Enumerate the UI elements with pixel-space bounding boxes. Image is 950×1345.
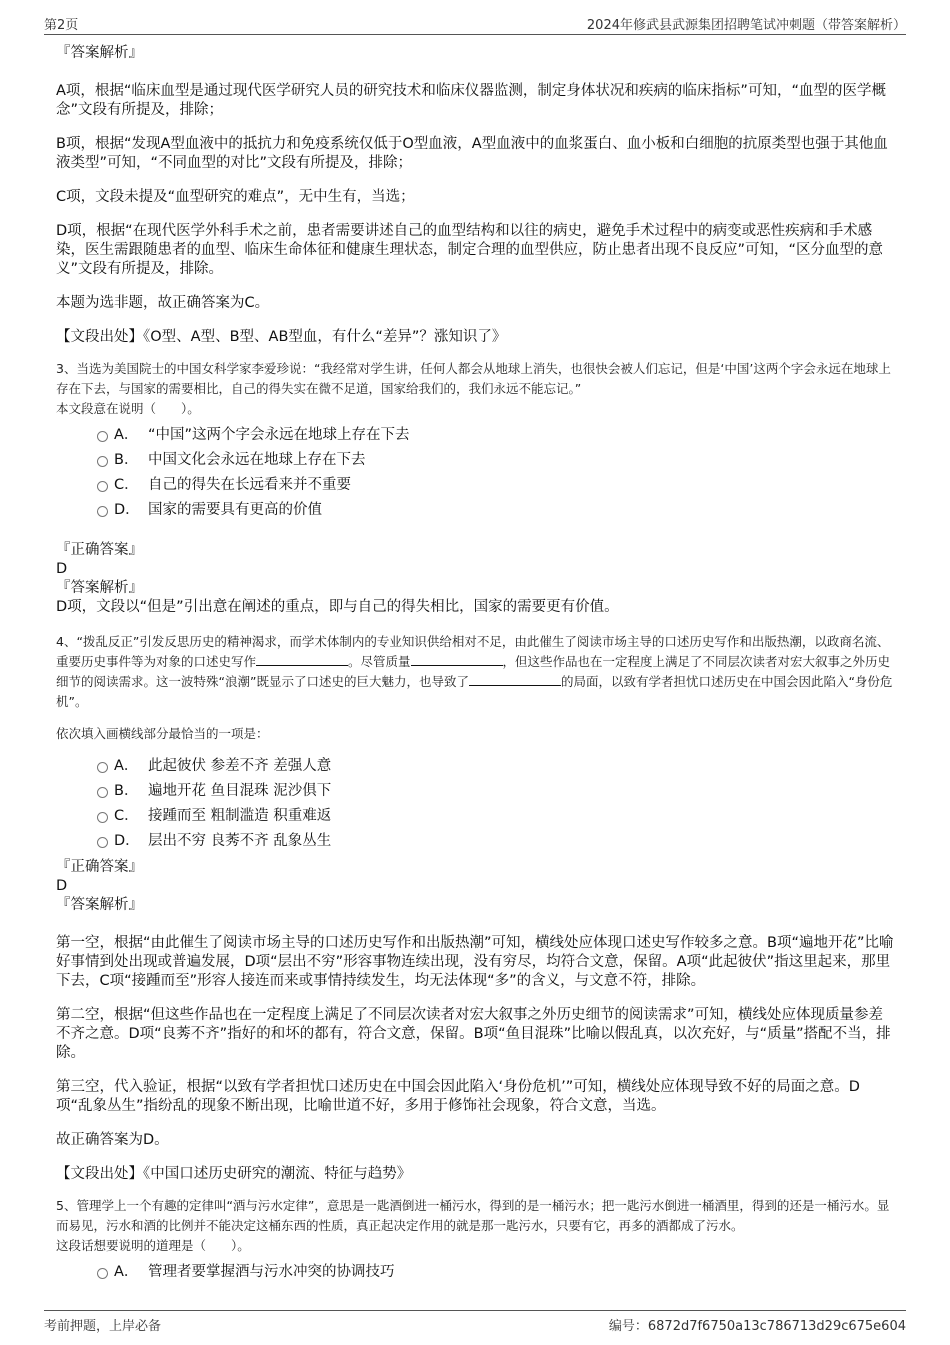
document-title: 2024年修武县武源集团招聘笔试冲刺题（带答案解析） (586, 18, 906, 33)
page-header (44, 14, 906, 35)
question-stem: 3、当选为美国院士的中国女科学家李爱珍说：“我经常对学生讲，任何人都会从地球上消失，也很快会被人们忘记，但是‘中国’这两个字会永远在地球上存在下去，与国家的需要相比，自己的得失实在微不足道，国家给我们的，我们永远不能忘记。” (56, 361, 891, 396)
page-number: 第2页 (44, 18, 79, 33)
source-citation: 【文段出处】《中国口述历史研究的潮流、特征与趋势》 (56, 1166, 412, 1182)
analysis-conclusion: 本题为选非题，故正确答案为C。 (56, 295, 270, 311)
option-a[interactable]: A． “中国”这两个字会永远在地球上存在下去 (56, 423, 894, 448)
question-prompt: 这段话想要说明的道理是（ ）。 (56, 1238, 250, 1253)
correct-answer: D (56, 561, 68, 577)
question-prompt: 本文段意在说明（ ）。 (56, 401, 200, 416)
radio-button[interactable] (97, 1268, 108, 1279)
options-list (56, 423, 894, 523)
analysis-label: 『答案解析』 (56, 897, 143, 913)
analysis-paragraph-b: B项，根据“发现A型血液中的抵抗力和免疫系统仅低于O型血液，A型血液中的血浆蛋白、血小板和白细胞的抗原类型也强于其他血液类型”可知，“不同血型的对比”文段有所提及，排除； (56, 136, 888, 171)
analysis-paragraph-3: 第三空，代入验证，根据“以致有学者担忧口述历史在中国会因此陷入‘身份危机’”可知，横线处应体现导致不好的局面之意。D项“乱象丛生”指纷乱的现象不断出现，比喻世道不好，多用于修饰社会现象，符合文意，当选。 (56, 1079, 860, 1114)
fill-blank-2 (411, 653, 503, 666)
radio-button[interactable] (97, 431, 108, 442)
analysis-paragraph: D项，文段以“但是”引出意在阐述的重点，即与自己的得失相比，国家的需要更有价值。 (56, 599, 619, 615)
analysis-label: 『答案解析』 (56, 45, 143, 61)
question-5 (56, 1196, 894, 1285)
option-b[interactable]: B． 遍地开花 鱼目混珠 泥沙俱下 (56, 779, 894, 804)
source-citation: 【文段出处】《O型、A型、B型、AB型血，有什么“差异”？涨知识了》 (56, 329, 507, 345)
footer-slogan: 考前押题，上岸必备 (44, 1319, 162, 1334)
option-c[interactable]: C． 接踵而至 粗制滥造 积重难返 (56, 804, 894, 829)
options-list (56, 1260, 894, 1285)
analysis-label: 『答案解析』 (56, 580, 143, 596)
analysis-conclusion: 故正确答案为D。 (56, 1132, 169, 1148)
analysis-paragraph-a: A项，根据“临床血型是通过现代医学研究人员的研究技术和临床仪器监测，制定身体状况和疾病的临床指标”可知，“血型的医学概念”文段有所提及，排除； (56, 83, 886, 118)
options-list (56, 754, 894, 854)
question-4 (56, 632, 894, 1184)
analysis-paragraph-c: C项，文段未提及“血型研究的难点”，无中生有，当选； (56, 189, 415, 205)
option-a[interactable]: A． 管理者要掌握酒与污水冲突的协调技巧 (56, 1260, 894, 1285)
question-3 (56, 359, 894, 617)
question-prompt: 依次填入画横线部分最恰当的一项是： (56, 726, 269, 741)
radio-button[interactable] (97, 787, 108, 798)
analysis-paragraph-2: 第二空，根据“但这些作品也在一定程度上满足了不同层次读者对宏大叙事之外历史细节的阅读需求”可知，横线处应体现质量参差不齐之意。D项“良莠不齐”指好的和坏的都有，符合文意，保留。B项“鱼目混珠”比喻以假乱真，以次充好，与“质量”搭配不当，排除。 (56, 1007, 891, 1061)
option-b[interactable]: B． 中国文化会永远在地球上存在下去 (56, 448, 894, 473)
radio-button[interactable] (97, 506, 108, 517)
radio-button[interactable] (97, 762, 108, 773)
analysis-paragraph-d: D项，根据“在现代医学外科手术之前，患者需要讲述自己的血型结构和以往的病史，避免手术过程中的病变或恶性疾病和手术感染，医生需跟随患者的血型、临床生命体征和健康生理状态，制定合理的血型供应，防止患者出现不良反应”可知，“区分血型的意义”文段有所提及，排除。 (56, 223, 884, 277)
option-d[interactable]: D． 层出不穷 良莠不齐 乱象丛生 (56, 829, 894, 854)
radio-button[interactable] (97, 481, 108, 492)
answer-label: 『正确答案』 (56, 859, 143, 875)
q2-analysis-section (56, 44, 894, 347)
option-c[interactable]: C． 自己的得失在长远看来并不重要 (56, 473, 894, 498)
analysis-paragraph-1: 第一空，根据“由此催生了阅读市场主导的口述历史写作和出版热潮”可知，横线处应体现口述史写作较多之意。B项“遍地开花”比喻好事情到处出现或普遍发展，D项“层出不穷”形容事物连续出现，没有穷尽，均符合文意，保留。A项“此起彼伏”指这里起来，那里下去，C项“接踵而至”形容人接连而来或事情持续发生，均无法体现“多”的含义，与文意不符，排除。 (56, 935, 894, 989)
option-d[interactable]: D． 国家的需要具有更高的价值 (56, 498, 894, 523)
radio-button[interactable] (97, 837, 108, 848)
fill-blank-3 (469, 673, 561, 686)
question-stem: 5、管理学上一个有趣的定律叫“酒与污水定律”，意思是一匙酒倒进一桶污水，得到的是一桶污水；把一匙污水倒进一桶酒里，得到的还是一桶污水。显而易见，污水和酒的比例并不能决定这桶东西的性质，真正起决定作用的就是那一匙污水，只要有它，再多的酒都成了污水。 (56, 1198, 890, 1233)
answer-label: 『正确答案』 (56, 542, 143, 558)
fill-blank-1 (256, 653, 348, 666)
correct-answer: D (56, 878, 68, 894)
radio-button[interactable] (97, 812, 108, 823)
document-body (56, 44, 894, 1285)
option-a[interactable]: A． 此起彼伏 参差不齐 差强人意 (56, 754, 894, 779)
document-id: 编号：6872d7f6750a13c786713d29c675e604 (608, 1319, 906, 1334)
page-footer (44, 1310, 906, 1335)
question-stem: 4、“拨乱反正”引发反思历史的精神渴求，而学术体制内的专业知识供给相对不足，由此催生了阅读市场主导的口述历史写作和出版热潮，以政商名流、重要历史事件等为对象的口述史写作 。尽管质量 ，但这些作品也在一定程度上满足了不同层次读者对宏大叙事之外历史细节的阅读需求。这一波特殊“浪潮”既显示了口述史的巨大魅力，也导致了 的局面，以致有学者担忧口述历史在中国会因此陷入“身份危机”。 (56, 634, 893, 709)
radio-button[interactable] (97, 456, 108, 467)
